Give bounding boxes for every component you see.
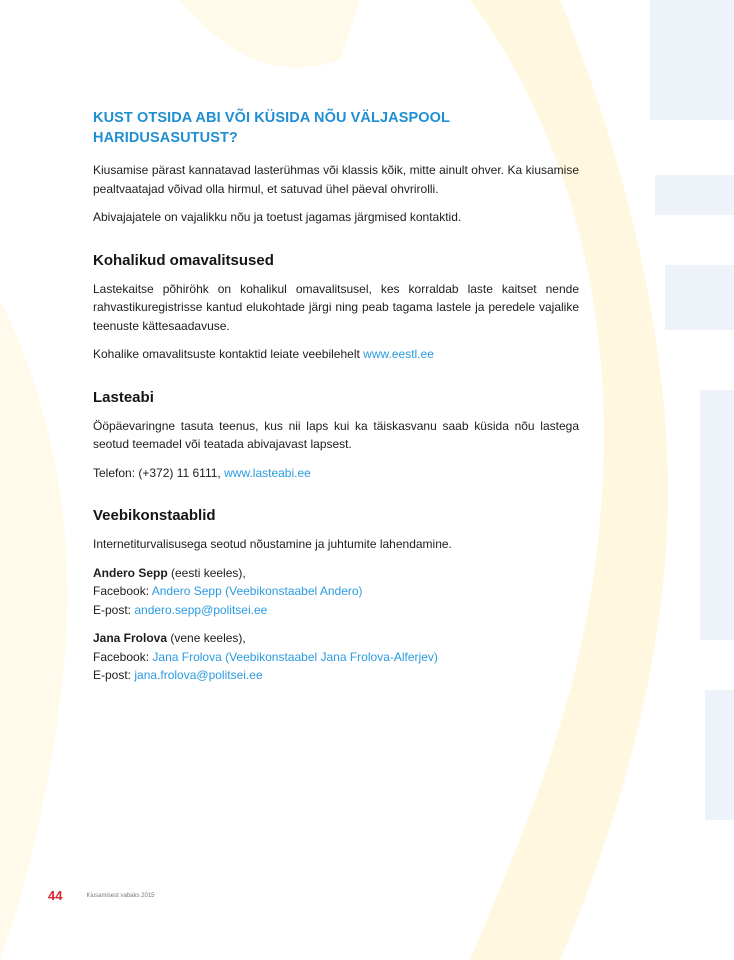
contact-name-line xyxy=(93,629,579,648)
contact-andero-sepp xyxy=(93,564,579,620)
page-title: KUST OTSIDA ABI VÕI KÜSIDA NÕU VÄLJASPOOL HARIDUSASUTUST? xyxy=(93,110,450,146)
page-footer xyxy=(48,888,155,903)
lasteabi-phone xyxy=(93,464,579,483)
contact-facebook-line xyxy=(93,582,579,601)
kov-paragraph: Lastekaitse põhiröhk on kohalikul omavalitsusel, kes korraldab laste kaitset nende rahvastikuregistrisse kantud elukohtade järgi ning peab tagama lastele ja peredele vajalike teenuste kättesaadavuse. xyxy=(93,281,579,333)
eestl-link[interactable]: www.eestl.ee xyxy=(363,347,434,361)
facebook-label: Facebook: xyxy=(93,584,150,598)
contact-facebook-line xyxy=(93,648,579,667)
email-label: E-post: xyxy=(93,668,132,682)
contact-jana-frolova xyxy=(93,629,579,685)
heading-veebikonstaablid: Veebikonstaablid xyxy=(93,507,216,524)
veebi-paragraph: Internetiturvalisusega seotud nõustamine ja juhtumite lahendamine. xyxy=(93,537,452,551)
kov-contacts-prefix: Kohalike omavalitsuste kontaktid leiate veebilehelt xyxy=(93,347,360,361)
facebook-label: Facebook: xyxy=(93,649,150,664)
intro-paragraph-1: Kiusamise pärast kannatavad lasterühmas või klassis kõik, mitte ainult ohver. Ka kiusamise pealtvaatajad võivad olla hirmul, et satuvad ühel päeval ohvrirolli. xyxy=(93,163,579,196)
contact-name: Jana Frolova xyxy=(93,631,168,645)
contact-name-line xyxy=(93,564,579,583)
heading-lasteabi: Lasteabi xyxy=(93,388,154,406)
lasteabi-paragraph: Ööpäevaringne tasuta teenus, kus nii laps kui ka täiskasvanu saab küsida nõu lastega seotud teemadel või teatada abivajavast lapsest. xyxy=(93,418,579,451)
facebook-link-andero[interactable]: Andero Sepp (Veebikonstaabel Andero) xyxy=(151,584,363,598)
content xyxy=(93,108,579,695)
kov-contacts xyxy=(93,345,579,364)
heading-kohalikud-omavalitsused: Kohalikud omavalitsused xyxy=(93,251,274,269)
contact-language: (eesti keeles), xyxy=(171,565,246,580)
email-label: E-post: xyxy=(93,602,132,617)
footer-text: Kiusamisest vabaks 2015 xyxy=(86,892,155,899)
email-link-jana[interactable]: jana.frolova@politsei.ee xyxy=(134,668,263,682)
facebook-link-jana[interactable]: Jana Frolova (Veebikonstaabel Jana Frolova-Alferjev) xyxy=(152,649,438,664)
intro-paragraph-2: Abivajajatele on vajalikku nõu ja toetust jagamas järgmised kontaktid. xyxy=(93,210,462,224)
page-number: 44 xyxy=(48,888,63,903)
contact-email-line xyxy=(93,666,579,685)
contact-language: (vene keeles), xyxy=(170,631,246,645)
lasteabi-phone-prefix: Telefon: (+372) 11 6111, xyxy=(93,465,221,480)
email-link-andero[interactable]: andero.sepp@politsei.ee xyxy=(134,602,268,617)
contact-email-line xyxy=(93,601,579,620)
lasteabi-link[interactable]: www.lasteabi.ee xyxy=(224,465,311,480)
contact-name: Andero Sepp xyxy=(93,565,168,580)
